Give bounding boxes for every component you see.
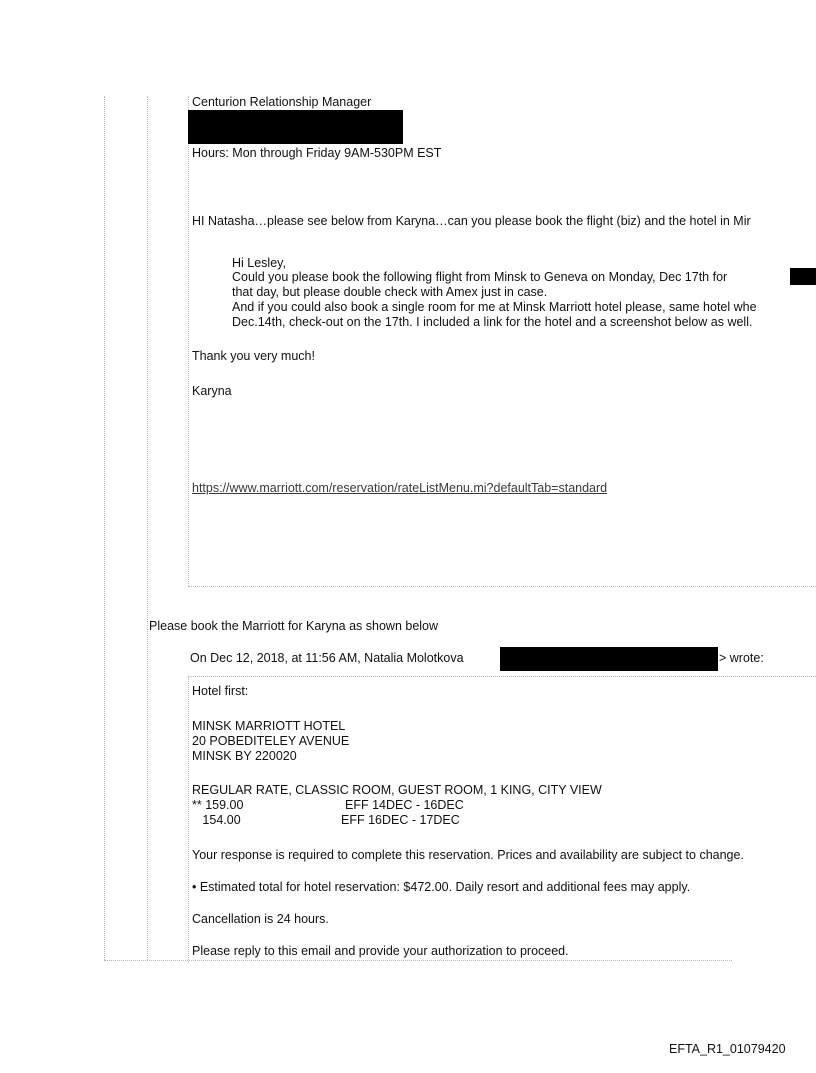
- hotel-address-line: 20 POBEDITELEY AVENUE: [192, 734, 350, 748]
- inner-quote-border: [147, 96, 148, 960]
- outer-quote-border: [104, 96, 105, 960]
- karyna-quote-border: [188, 96, 189, 586]
- rate-amount: ** 159.00: [192, 798, 244, 812]
- rate-amount: 154.00: [192, 813, 241, 827]
- forward-note: Please book the Marriott for Karyna as shown below: [149, 619, 439, 633]
- rate-title: REGULAR RATE, CLASSIC ROOM, GUEST ROOM, 1 KING, CITY VIEW: [192, 783, 602, 797]
- estimated-total: • Estimated total for hotel reservation: $472.00. Daily resort and additional fees may apply.: [192, 880, 691, 894]
- hotel-address-line: MINSK MARRIOTT HOTEL: [192, 719, 346, 733]
- redaction-block: [500, 647, 718, 671]
- karyna-greeting: Hi Lesley,: [232, 256, 286, 270]
- signature-title: Centurion Relationship Manager: [192, 95, 372, 109]
- rate-dates: EFF 16DEC - 17DEC: [341, 813, 460, 827]
- karyna-quote-bottom-border: [188, 586, 816, 587]
- hotel-intro: Hotel first:: [192, 684, 249, 698]
- karyna-line-3: And if you could also book a single room for me at Minsk Marriott hotel please, same hotel whe: [232, 300, 757, 314]
- karyna-line-4: Dec.14th, check-out on the 17th. I included a link for the hotel and a screenshot below as well.: [232, 315, 753, 329]
- quote-header-prefix: On Dec 12, 2018, at 11:56 AM, Natalia Molotkova: [190, 651, 464, 665]
- reply-instruction: Please reply to this email and provide your authorization to proceed.: [192, 944, 569, 958]
- hotel-quote-top-border: [188, 676, 816, 677]
- signature-hours: Hours: Mon through Friday 9AM-530PM EST: [192, 146, 442, 160]
- karyna-signature: Karyna: [192, 384, 232, 398]
- karyna-line-2: that day, but please double check with Amex just in case.: [232, 285, 548, 299]
- hotel-quote-border: [188, 676, 189, 962]
- cancellation-policy: Cancellation is 24 hours.: [192, 912, 329, 926]
- response-required: Your response is required to complete this reservation. Prices and availability are subject to change.: [192, 848, 744, 862]
- karyna-thanks: Thank you very much!: [192, 349, 315, 363]
- document-bottom-border: [104, 960, 732, 961]
- redaction-block: [790, 268, 816, 285]
- redaction-block: [188, 110, 403, 144]
- quote-header-suffix: > wrote:: [719, 651, 764, 665]
- lesley-message: HI Natasha…please see below from Karyna…can you please book the flight (biz) and the hotel in Mir: [192, 214, 751, 228]
- rate-dates: EFF 14DEC - 16DEC: [345, 798, 464, 812]
- marriott-link[interactable]: https://www.marriott.com/reservation/rateListMenu.mi?defaultTab=standard: [192, 481, 608, 495]
- hotel-address-line: MINSK BY 220020: [192, 749, 297, 763]
- document-id: EFTA_R1_01079420: [669, 1042, 786, 1056]
- karyna-line-1: Could you please book the following flight from Minsk to Geneva on Monday, Dec 17th for: [232, 270, 728, 284]
